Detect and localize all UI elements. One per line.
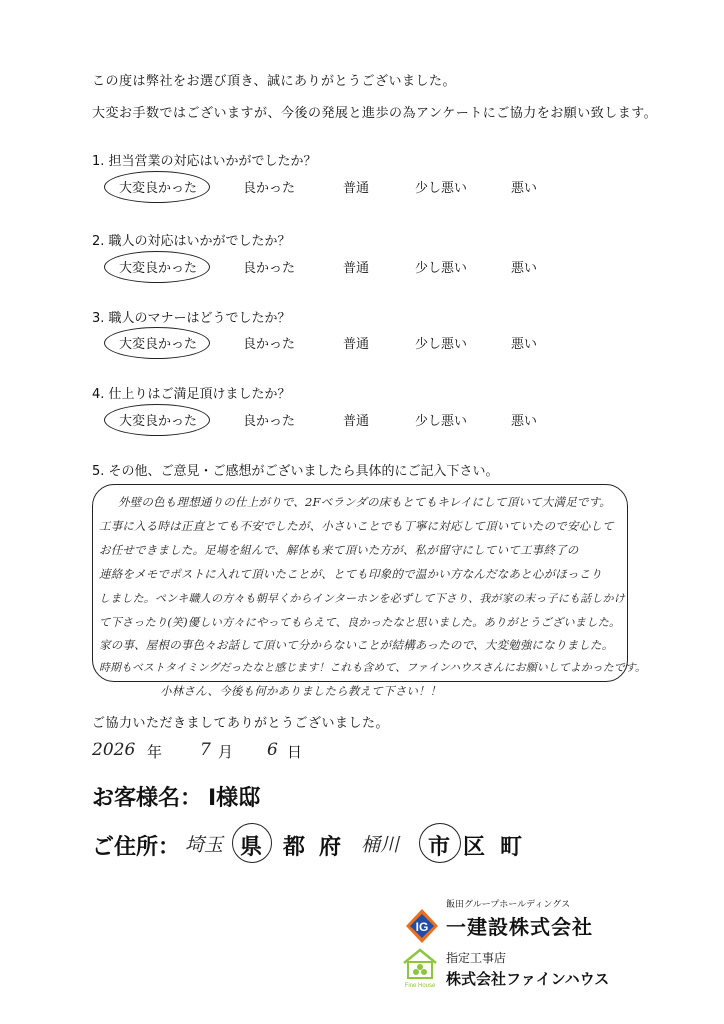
option-bad[interactable]: 悪い [511, 337, 538, 352]
option-average[interactable]: 普通 [343, 181, 370, 196]
question-1-label: 1. 担当営業の対応はいかがでしたか？ [92, 154, 317, 169]
option-bad[interactable]: 悪い [511, 181, 538, 196]
option-bad[interactable]: 悪い [511, 414, 538, 429]
option-slightly-bad[interactable]: 少し悪い [415, 337, 468, 352]
svg-text:IG: IG [415, 920, 429, 934]
thanks-text: ご協力いただきましてありがとうございました。 [92, 716, 390, 731]
fine-house-logo [400, 945, 440, 989]
company1-name: 一建設株式会社 [446, 915, 593, 939]
option-average[interactable]: 普通 [343, 261, 370, 276]
date-year-unit: 年 [147, 743, 163, 761]
comment-line: 外壁の色も理想通りの仕上がりで、2Fベランダの床もとてもキレイにして頂いて大満足です。 [118, 495, 612, 509]
address-prefecture-name: 埼玉 [185, 834, 224, 856]
date-year: 2026 [92, 740, 136, 760]
comment-line: 小林さん、今後も何かありましたら教えて下さい！！ [160, 684, 442, 698]
comment-line: 家の事、屋根の事色々お話して頂いて分からないことが結構あったので、大変勉強になりました。 [99, 638, 614, 652]
option-good[interactable]: 良かった [243, 261, 296, 276]
address-ku[interactable]: 区 [463, 835, 486, 860]
option-bad[interactable]: 悪い [511, 261, 538, 276]
svg-text:Fine House: Fine House [404, 983, 436, 989]
question-4-label: 4. 仕上りはご満足頂けましたか？ [92, 387, 291, 402]
address-label: ご住所： [92, 835, 181, 860]
company2-name: 株式会社ファインハウス [446, 970, 610, 988]
question-5-label: 5. その他、ご意見・ご感想がございましたら具体的にご記入下さい。 [92, 464, 499, 479]
comment-line: 工事に入る時は正直とても不安でしたが、小さいことでも丁寧に対応して頂いていたので安心して [99, 519, 614, 533]
customer-label: お客様名： [92, 786, 203, 811]
option-slightly-bad[interactable]: 少し悪い [415, 181, 468, 196]
date-day-unit: 日 [287, 743, 303, 761]
intro-line-2: 大変お手数ではございますが、今後の発展と進歩の為アンケートにご協力をお願い致します。 [92, 106, 658, 121]
option-good[interactable]: 良かった [243, 181, 296, 196]
comment-line: お任せできました。足場を組んで、解体も来て頂いた方が、私が留守にしていて工事終了の [99, 543, 579, 557]
address-shi[interactable]: 市 [428, 835, 451, 860]
intro-line-1: この度は弊社をお選び頂き、誠にありがとうございました。 [92, 74, 456, 89]
option-slightly-bad[interactable]: 少し悪い [415, 414, 468, 429]
option-good[interactable]: 良かった [243, 337, 296, 352]
option-very-good[interactable]: 大変良かった [119, 181, 198, 196]
customer-name: I様邸 [208, 786, 261, 811]
company2-label: 指定工事店 [446, 951, 507, 965]
address-city-name: 桶川 [361, 834, 400, 856]
address-fu[interactable]: 府 [319, 835, 342, 860]
date-month: 7 [200, 740, 211, 760]
option-good[interactable]: 良かった [243, 414, 296, 429]
question-2-label: 2. 職人の対応はいかがでしたか？ [92, 234, 291, 249]
option-average[interactable]: 普通 [343, 337, 370, 352]
date-day: 6 [267, 740, 278, 760]
option-slightly-bad[interactable]: 少し悪い [415, 261, 468, 276]
ig-logo [404, 908, 440, 944]
comment-line: 時期もベストタイミングだったなと感じます！これも含めて、ファインハウスさんにお願いしてよかったです。 [99, 661, 647, 674]
address-cho[interactable]: 町 [500, 835, 523, 860]
option-very-good[interactable]: 大変良かった [119, 261, 198, 276]
company1-group: 飯田グループホールディングス [446, 900, 571, 910]
address-ken[interactable]: 県 [240, 835, 263, 860]
address-to[interactable]: 都 [283, 835, 306, 860]
comment-line: て下さったり(笑)優しい方々にやってもらえて、良かったなと思いました。ありがとうございました。 [99, 616, 621, 629]
option-average[interactable]: 普通 [343, 414, 370, 429]
comment-line: 連絡をメモでポストに入れて頂いたことが、とても印象的で温かい方なんだなあと心がほっこり [99, 567, 603, 581]
option-very-good[interactable]: 大変良かった [119, 414, 198, 429]
date-month-unit: 月 [218, 743, 234, 761]
question-3-label: 3. 職人のマナーはどうでしたか？ [92, 311, 291, 326]
comment-line: しました。ペンキ職人の方々も朝早くからインターホンを必ずして下さり、我が家の末っ子にも話しかけ [99, 592, 625, 605]
option-very-good[interactable]: 大変良かった [119, 337, 198, 352]
